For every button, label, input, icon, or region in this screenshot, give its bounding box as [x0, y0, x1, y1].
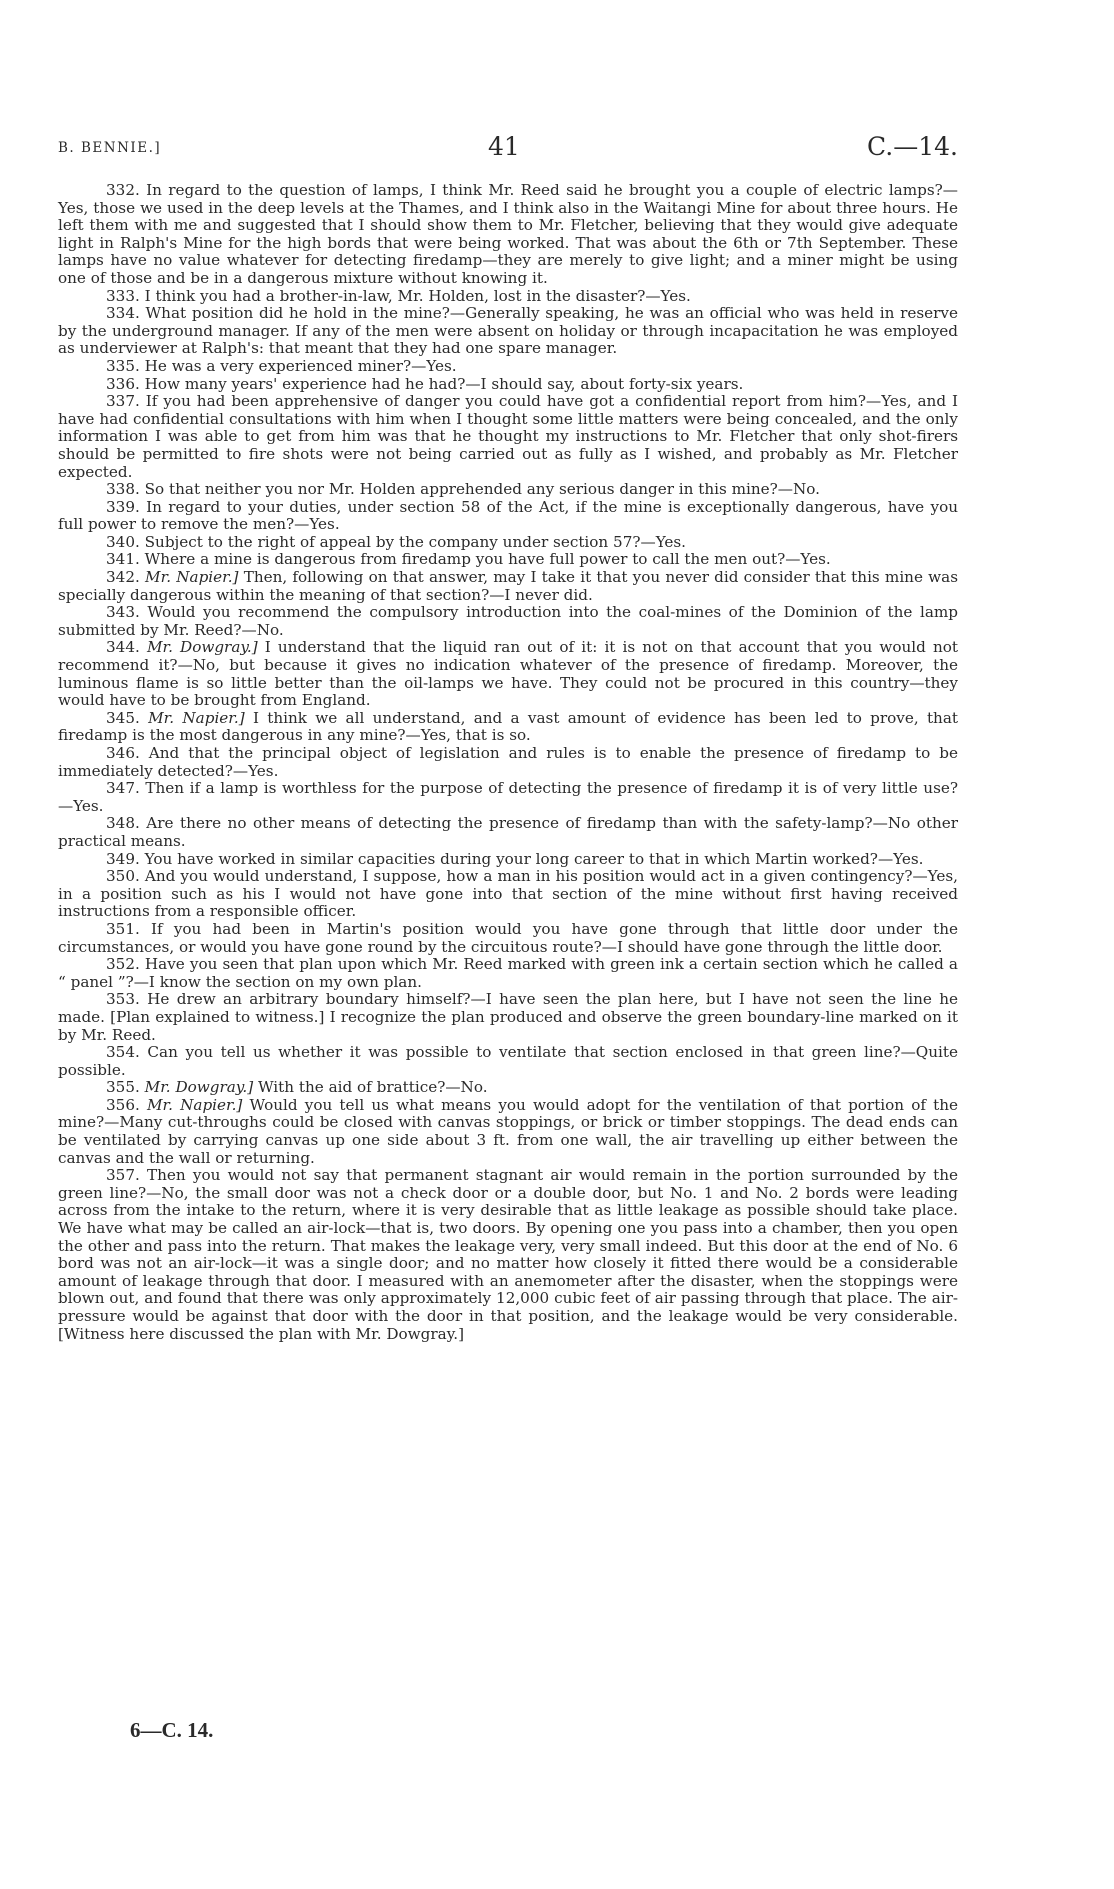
paragraph-356: 356. Mr. Napier.] Would you tell us what means you would adopt for the ventilation of that portion of the mine?—Many cut-throughs could be closed with canvas stoppings, or brick or timber stoppings. The dead ends can be ventilated by carrying canvas up one side about 3 ft. from one wall, the air travelling up either between the canvas and the wall or returning.: [58, 1095, 959, 1167]
speaker-label: Mr. Napier.]: [148, 708, 245, 727]
document-reference: C.—14.: [867, 132, 958, 161]
paragraph-344: 344. Mr. Dowgray.] I understand that the liquid ran out of it: it is not on that account that you would not recommend it?—No, but because it gives no indication whatever of the presence of firedamp. Moreover, the luminous flame is so little better than the oil-lamps we have. They could not be procured in this country—they would have to be brought from England.: [58, 638, 958, 710]
paragraph-337: 337. If you had been apprehensive of danger you could have got a confidential report from him?—Yes, and I have had confidential consultations with him when I thought some little matters were being concealed, and the only information I was able to get from him was that he thought my instructions to Mr. Fletcher that only shot-firers should be permitted to fire shots were not being carried out as fully as I wished, and probably as Mr. Fletcher expected.: [58, 392, 958, 481]
paragraph-353: 353. He drew an arbitrary boundary himself?—I have seen the plan here, but I have not seen the line he made. [Plan explained to witness.] I recognize the plan produced and observe the green boundary-line marked on it by Mr. Reed.: [58, 990, 958, 1044]
paragraph-333: 333. I think you had a brother-in-law, Mr. Holden, lost in the disaster?—Yes.: [106, 286, 691, 305]
paragraph-351: 351. If you had been in Martin's position would you have gone through that little door under the circumstances, or would you have gone round by the circuitous route?—I should have gone through the little door.: [58, 919, 958, 956]
paragraph-357: 357. Then you would not say that permanent stagnant air would remain in the portion surrounded by the green line?—No, the small door was not a check door or a double door, but No. 1 and No. 2 bords were leading across from the intake to the return, where it is very desirable that as little leakage as possible should take place. We have what may be called an air-lock—that is, two doors. By opening one you pass into a chamber, then you open the other and pass into the return. That makes the leakage very, very small indeed. But this door at the end of No. 6 bord was not an air-lock—it was a single door; and no matter how closely it fitted there would be a considerable amount of leakage through that door. I measured with an anemometer after the disaster, when the stoppings were blown out, and found that there was only approximately 12,000 cubic feet of air passing through that place. The air-pressure would be against that door with the door in that position, and the leakage would be very considerable. [Witness here discussed the plan with Mr. Dowgray.]: [58, 1166, 958, 1343]
signature-mark: 6—C. 14.: [130, 1718, 214, 1742]
paragraph-345: 345. Mr. Napier.] I think we all understand, and a vast amount of evidence has been led to prove, that firedamp is the most dangerous in any mine?—Yes, that is so.: [58, 708, 958, 745]
speaker-label: Mr. Dowgray.]: [146, 638, 258, 657]
paragraph-334: 334. What position did he hold in the mine?—Generally speaking, he was an official who was held in reserve by the underground manager. If any of the men were absent on holiday or through incapacitation he was employed as underviewer at Ralph's: that meant that they had one spare manager.: [58, 304, 958, 358]
paragraph-343: 343. Would you recommend the compulsory introduction into the coal-mines of the Dominion of the lamp submitted by Mr. Reed?—No.: [58, 603, 958, 639]
page-header: [58, 132, 958, 164]
paragraph-336: 336. How many years' experience had he had?—I should say, about forty-six years.: [106, 374, 744, 393]
paragraph-352: 352. Have you seen that plan upon which Mr. Reed marked with green ink a certain section which he called a “ panel ”?—I know the section on my own plan.: [58, 955, 958, 991]
paragraph-339: 339. In regard to your duties, under section 58 of the Act, if the mine is exceptionally dangerous, have you full power to remove the men?—Yes.: [58, 497, 958, 534]
paragraph-354: 354. Can you tell us whether it was possible to ventilate that section enclosed in that green line?—Quite possible.: [58, 1043, 958, 1079]
paragraph-346: 346. And that the principal object of legislation and rules is to enable the presence of firedamp to be immediately detected?—Yes.: [58, 744, 958, 780]
paragraph-347: 347. Then if a lamp is worthless for the purpose of detecting the presence of firedamp it is of very little use?—Yes.: [58, 779, 958, 815]
document-body: [58, 182, 958, 1343]
paragraph-348: 348. Are there no other means of detecting the presence of firedamp than with the safety-lamp?—No other practical means.: [58, 814, 958, 850]
paragraph-341: 341. Where a mine is dangerous from firedamp you have full power to call the men out?—Yes.: [106, 550, 831, 569]
paragraph-355: 355. Mr. Dowgray.] With the aid of brattice?—No.: [106, 1078, 488, 1097]
page-number: 41: [488, 132, 520, 161]
speaker-label: Mr. Dowgray.]: [144, 1078, 254, 1097]
paragraph-335: 335. He was a very experienced miner?—Yes.: [106, 356, 457, 375]
paragraph-350: 350. And you would understand, I suppose, how a man in his position would act in a given contingency?—Yes, in a position such as his I would not have gone into that section of the mine without first having received instructions from a responsible officer.: [58, 867, 958, 921]
paragraph-342: 342. Mr. Napier.] Then, following on that answer, may I take it that you never did consider that this mine was specially dangerous within the meaning of that section?—I never did.: [58, 568, 959, 604]
paragraph-340: 340. Subject to the right of appeal by the company under section 57?—Yes.: [106, 532, 687, 551]
paragraph-349: 349. You have worked in similar capacities during your long career to that in which Martin worked?—Yes.: [106, 849, 924, 868]
speaker-label: Mr. Napier.]: [145, 568, 239, 587]
paragraph-338: 338. So that neither you nor Mr. Holden apprehended any serious danger in this mine?—No.: [106, 480, 820, 499]
paragraph-332: 332. In regard to the question of lamps, I think Mr. Reed said he brought you a couple of electric lamps?—Yes, those we used in the deep levels at the Thames, and I think also in the Waitangi Mine for about three hours. He left them with me and suggested that I should show them to Mr. Fletcher, believing that they would give adequate light in Ralph's Mine for the high bords that were being worked. That was about the 6th or 7th September. These lamps have no value whatever for detecting firedamp—they are merely to give light; and a miner might be using one of those and be in a dangerous mixture without knowing it.: [58, 181, 958, 287]
speaker-label: Mr. Napier.]: [146, 1095, 243, 1114]
witness-name: B. BENNIE.]: [58, 140, 162, 156]
